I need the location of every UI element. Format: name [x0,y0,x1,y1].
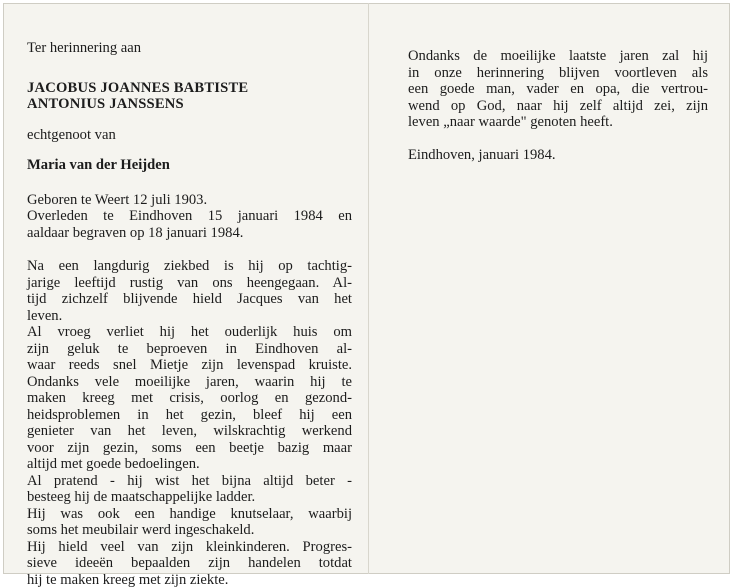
spouse-name: Maria van der Heijden [27,157,352,174]
biography-line: Al vroeg verliet hij het ouderlijk huis om [27,324,352,341]
biography-line: voor zijn gezin, soms een beetje bazig maar [27,440,352,457]
biography-line: Na een langdurig ziekbed is hij op tachtig- [27,258,352,275]
death-line: Overleden te Eindhoven 15 januari 1984 en [27,208,352,225]
biography-line: hij te maken kreeg met zijn ziekte. [27,572,352,588]
biography-line: tijd zichzelf blijvende hield Jacques van het [27,291,352,308]
biography-line: waar reeds snel Mietje zijn levenspad kruiste. [27,357,352,374]
biography-line: Al pratend - hij wist het bijna altijd beter - [27,473,352,490]
deceased-name-line-1: JACOBUS JOANNES BABTISTE [27,80,352,97]
card-fold-line [368,3,369,574]
biography-line: jarige leeftijd rustig van ons heengegaan. Al- [27,275,352,292]
relation-text: echtgenoot van [27,127,352,144]
biography-line: sieve ideeën bepaalden zijn handelen totdat [27,555,352,572]
right-page [408,48,708,163]
biography-line: zijn geluk te beproeven in Eindhoven al- [27,341,352,358]
biography-line: leven. [27,308,352,325]
closing-line: leven „naar waarde" genoten heeft. [408,114,708,131]
birth-line: Geboren te Weert 12 juli 1903. [27,192,352,209]
intro-text: Ter herinnering aan [27,40,352,57]
biography-line: soms het meubilair werd ingeschakeld. [27,522,352,539]
deceased-name [27,80,352,113]
closing-line: Ondanks de moeilijke laatste jaren zal hij [408,48,708,65]
place-date: Eindhoven, januari 1984. [408,147,708,164]
biography-line: heidsproblemen in het gezin, bleef hij een [27,407,352,424]
biography-line: genieter van het leven, wilskrachtig werkend [27,423,352,440]
biography-line: Hij was ook een handige knutselaar, waarbij [27,506,352,523]
biography-line: Ondanks vele moeilijke jaren, waarin hij te [27,374,352,391]
life-dates [27,192,352,242]
deceased-name-line-2: ANTONIUS JANSSENS [27,96,352,113]
closing-text [408,48,708,131]
closing-line: een goede man, vader en opa, die vertrou- [408,81,708,98]
biography [27,258,352,588]
left-page [27,40,352,588]
biography-line: altijd met goede bedoelingen. [27,456,352,473]
biography-line: Hij hield veel van zijn kleinkinderen. Progres- [27,539,352,556]
burial-line: aaldaar begraven op 18 januari 1984. [27,225,352,242]
closing-line: wend op God, naar hij zelf altijd zei, zijn [408,98,708,115]
biography-line: besteeg hij de maatschappelijke ladder. [27,489,352,506]
biography-line: maken kreeg met crisis, oorlog en gezond- [27,390,352,407]
closing-line: in onze herinnering blijven voortleven als [408,65,708,82]
